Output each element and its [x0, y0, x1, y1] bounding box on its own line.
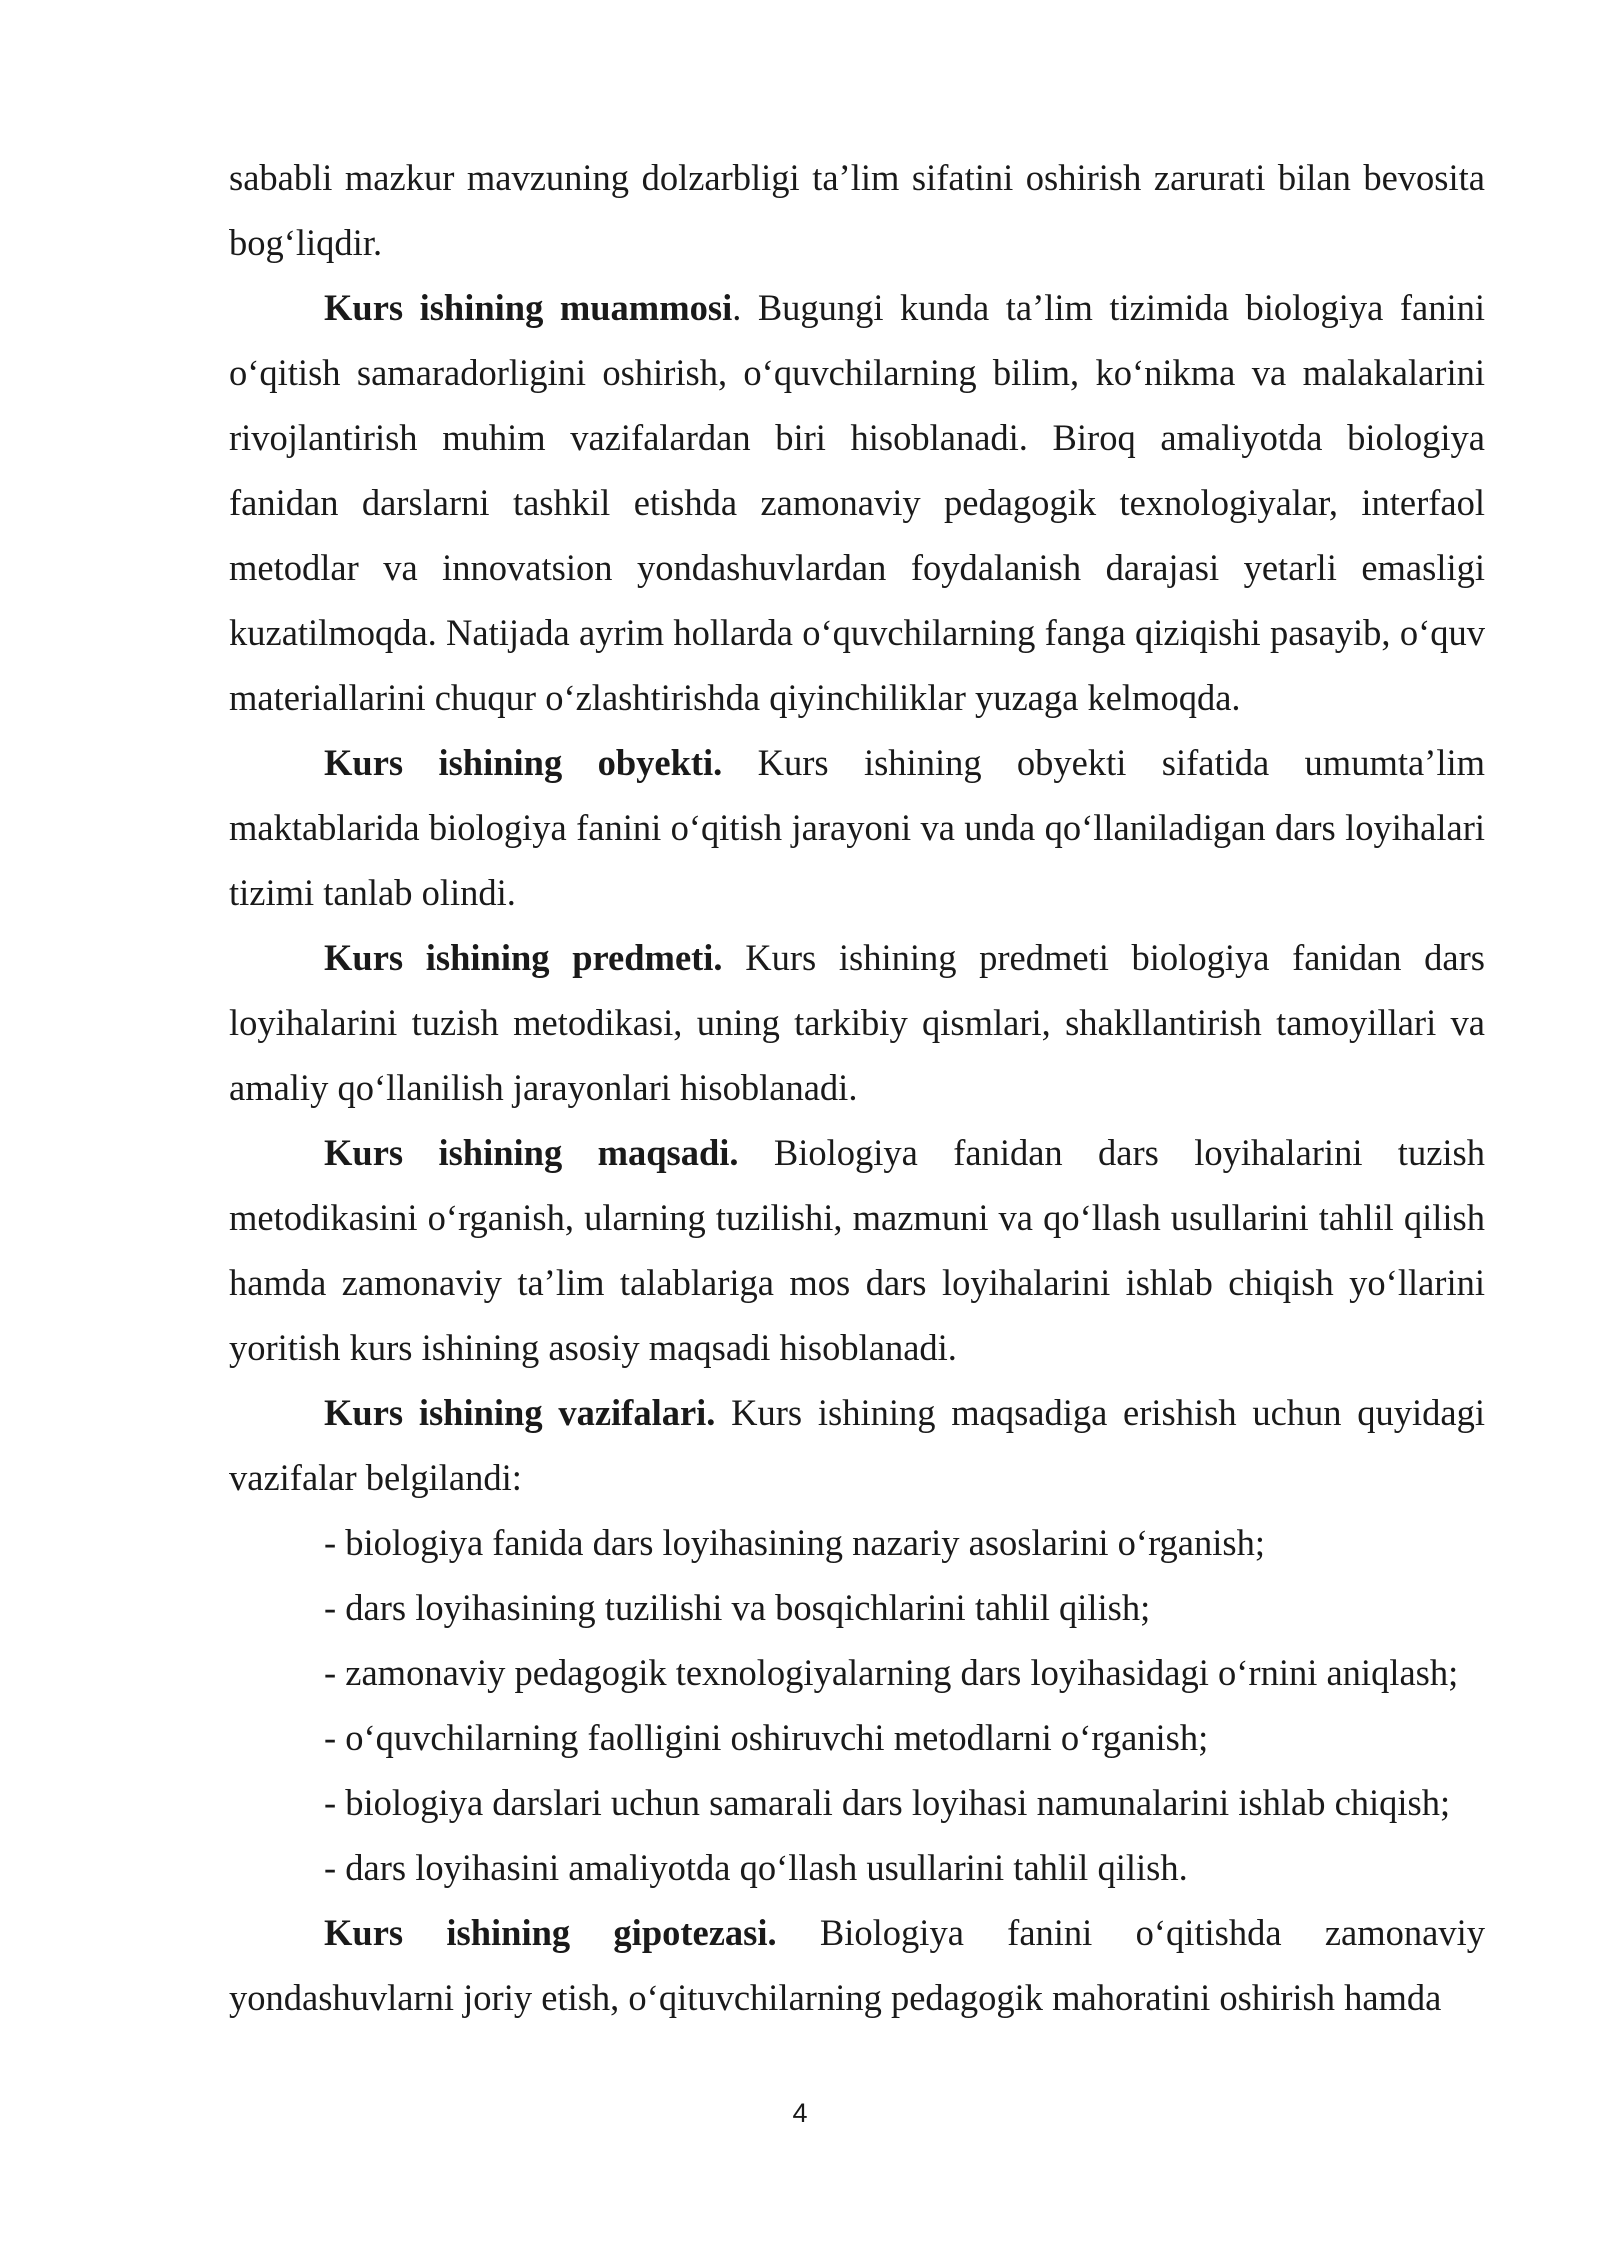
paragraph-heading: Kurs ishining gipotezasi.: [324, 1912, 777, 1953]
paragraph-text: Kurs ishining obyekti sifatida umumta’lim maktablarida biologiya fanini o‘qitish jarayoni va unda qo‘llaniladigan dars loyihalari tizimi tanlab olindi.: [229, 742, 1485, 913]
task-list-item: - dars loyihasini amaliyotda qo‘llash usullarini tahlil qilish.: [324, 1847, 1188, 1888]
paragraph-text: Kurs ishining predmeti biologiya fanidan dars loyihalarini tuzish metodikasi, uning tarkibiy qismlari, shakllantirish tamoyillari va amaliy qo‘llanilish jarayonlari hisoblanadi.: [229, 937, 1485, 1108]
paragraph-text: sababli mazkur mavzuning dolzarbligi ta’lim sifatini oshirish zarurati bilan bevosita bog‘liqdir.: [229, 157, 1485, 263]
paragraph-text: Biologiya fanini o‘qitishda zamonaviy yondashuvlarni joriy etish, o‘qituvchilarning pedagogik mahoratini oshirish hamda: [229, 1912, 1485, 2018]
paragraph-intro-continuation: [229, 145, 1485, 275]
paragraph-hypothesis: [229, 1900, 1485, 2030]
task-list-item: - biologiya fanida dars loyihasining nazariy asoslarini o‘rganish;: [324, 1522, 1265, 1563]
paragraph-problem: [229, 275, 1485, 730]
page-number: 4: [792, 2098, 808, 2128]
paragraph-text: Kurs ishining maqsadiga erishish uchun quyidagi vazifalar belgilandi:: [229, 1392, 1485, 1498]
paragraph-subject: [229, 925, 1485, 1120]
document-body: [229, 145, 1485, 2030]
task-list-item: - biologiya darslari uchun samarali dars loyihasi namunalarini ishlab chiqish;: [324, 1782, 1451, 1823]
task-list-item: - o‘quvchilarning faolligini oshiruvchi metodlarni o‘rganish;: [324, 1717, 1209, 1758]
paragraph-heading: Kurs ishining maqsadi.: [324, 1132, 739, 1173]
paragraph-goal: [229, 1120, 1485, 1380]
task-list-item: - dars loyihasining tuzilishi va bosqichlarini tahlil qilish;: [324, 1587, 1151, 1628]
paragraph-object: [229, 730, 1485, 925]
paragraph-heading: Kurs ishining predmeti.: [324, 937, 723, 978]
paragraph-text: Biologiya fanidan dars loyihalarini tuzish metodikasini o‘rganish, ularning tuzilishi, mazmuni va qo‘llash usullarini tahlil qilish hamda zamonaviy ta’lim talablariga mos dars loyihalarini ishlab chiqish yo‘llarini yoritish kurs ishining asosiy maqsadi hisoblanadi.: [229, 1132, 1485, 1368]
task-list-item: - zamonaviy pedagogik texnologiyalarning dars loyihasidagi o‘rnini aniqlash;: [324, 1652, 1459, 1693]
paragraph-heading: Kurs ishining muammosi: [324, 287, 733, 328]
paragraph-heading: Kurs ishining vazifalari.: [324, 1392, 716, 1433]
paragraph-heading: Kurs ishining obyekti.: [324, 742, 723, 783]
paragraph-text: . Bugungi kunda ta’lim tizimida biologiya fanini o‘qitish samaradorligini oshirish, o‘quvchilarning bilim, ko‘nikma va malakalarini rivojlantirish muhim vazifalardan biri hisoblanadi. Biroq amaliyotda biologiya fanidan darslarni tashkil etishda zamonaviy pedagogik texnologiyalar, interfaol metodlar va innovatsion yondashuvlardan foydalanish darajasi yetarli emasligi kuzatilmoqda. Natijada ayrim hollarda o‘quvchilarning fanga qiziqishi pasayib, o‘quv materiallarini chuqur o‘zlashtirishda qiyinchiliklar yuzaga kelmoqda.: [229, 287, 1485, 718]
paragraph-tasks: [229, 1380, 1485, 1510]
